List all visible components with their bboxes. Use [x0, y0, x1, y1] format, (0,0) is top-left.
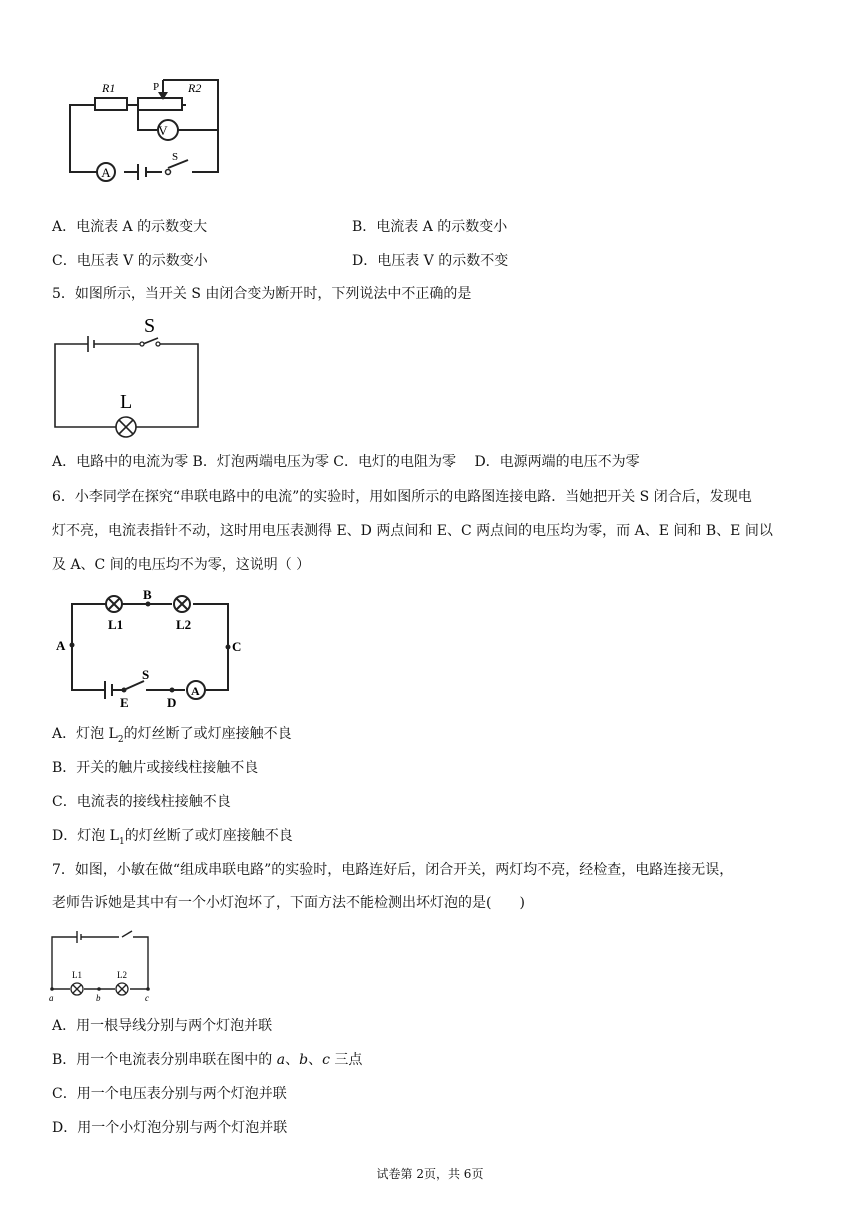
q7-label-l1: L1 — [72, 970, 82, 980]
q6-label-c: C — [232, 639, 242, 654]
q7-label-c: c — [145, 993, 149, 1003]
q6-label-d: D — [167, 695, 177, 710]
q5-stem: 5．如图所示，当开关 S 由闭合变为断开时，下列说法中不正确的是 — [52, 286, 472, 302]
q6-option-b: B．开关的触片或接线柱接触不良 — [52, 760, 259, 776]
q6-label-b: B — [143, 587, 152, 602]
q4-circuit-diagram — [60, 70, 230, 190]
q6-option-d: D．灯泡 $L_1$的灯丝断了或灯座接触不良 — [52, 828, 293, 847]
q6-label-l2: L2 — [176, 617, 192, 632]
q6-label-ammeter: A — [191, 684, 200, 698]
lamp-l1-icon — [106, 596, 122, 612]
q4-label-p: P — [153, 81, 160, 93]
lamp-l2-icon — [174, 596, 190, 612]
q7-label-a: a — [49, 993, 54, 1003]
q6-option-a: A．灯泡 $L_2$的灯丝断了或灯座接触不良 — [52, 726, 292, 745]
q4-label-r1: R1 — [102, 81, 116, 95]
q6-stem-line3: 及 A、C 间的电压均不为零，这说明（ ） — [52, 557, 311, 573]
q6-option-c: C．电流表的接线柱接触不良 — [52, 794, 231, 810]
q4-option-d: D．电压表 V 的示数不变 — [352, 253, 509, 269]
q7-circuit-diagram — [45, 925, 160, 1005]
q6-stem-line2: 灯不亮，电流表指针不动，这时用电压表测得 E、D 两点间和 E、C 两点间的电压均为零，而 A、E 间和 B、E 间以 — [52, 523, 773, 539]
q4-option-c: C．电压表 V 的示数变小 — [52, 253, 208, 269]
q4-label-v: V — [158, 123, 168, 138]
page-footer: 试卷第 2页，共 6页 — [376, 1167, 484, 1181]
q4-label-a: A — [101, 165, 111, 180]
q5-label-l: L — [120, 391, 133, 413]
q7-label-l2: L2 — [117, 970, 127, 980]
q6-label-a: A — [56, 638, 66, 653]
q6-label-e: E — [120, 695, 129, 710]
lamp-l2-icon — [116, 983, 128, 995]
q5-circuit-diagram — [50, 312, 205, 442]
q6-label-s: S — [142, 667, 150, 682]
q4-option-a: A．电流表 A 的示数变大 — [52, 219, 208, 235]
q7-stem-line2: 老师告诉她是其中有一个小灯泡坏了，下面方法不能检测出坏灯泡的是( ) — [52, 895, 525, 911]
q6-label-l1: L1 — [108, 617, 124, 632]
q4-label-s: S — [172, 151, 179, 163]
q6-stem-line1: 6．小李同学在探究“串联电路中的电流”的实验时，用如图所示的电路图连接电路．当她把开关 S 闭合后，发现电 — [52, 489, 752, 505]
q7-option-a: A．用一根导线分别与两个灯泡并联 — [52, 1018, 273, 1034]
q7-label-b: b — [96, 993, 101, 1003]
q5-options: A．电路中的电流为零 B．灯泡两端电压为零 C．电灯的电阻为零 D．电源两端的电压不为零 — [52, 454, 640, 470]
q5-label-s: S — [144, 315, 156, 337]
q7-option-b: B．用一个电流表分别串联在图中的 a、b、c 三点 — [52, 1052, 363, 1068]
lamp-l1-icon — [71, 983, 83, 995]
q4-label-r2: R2 — [188, 81, 202, 95]
q7-stem-line1: 7．如图，小敏在做“组成串联电路”的实验时，电路连好后，闭合开关，两灯均不亮，经检查，电路连接无误， — [52, 862, 734, 878]
q6-circuit-diagram — [50, 585, 250, 715]
q7-option-d: D．用一个小灯泡分别与两个灯泡并联 — [52, 1120, 288, 1136]
lamp-icon — [116, 417, 136, 437]
q4-option-b: B．电流表 A 的示数变小 — [352, 219, 508, 235]
q7-option-c: C．用一个电压表分别与两个灯泡并联 — [52, 1086, 287, 1102]
